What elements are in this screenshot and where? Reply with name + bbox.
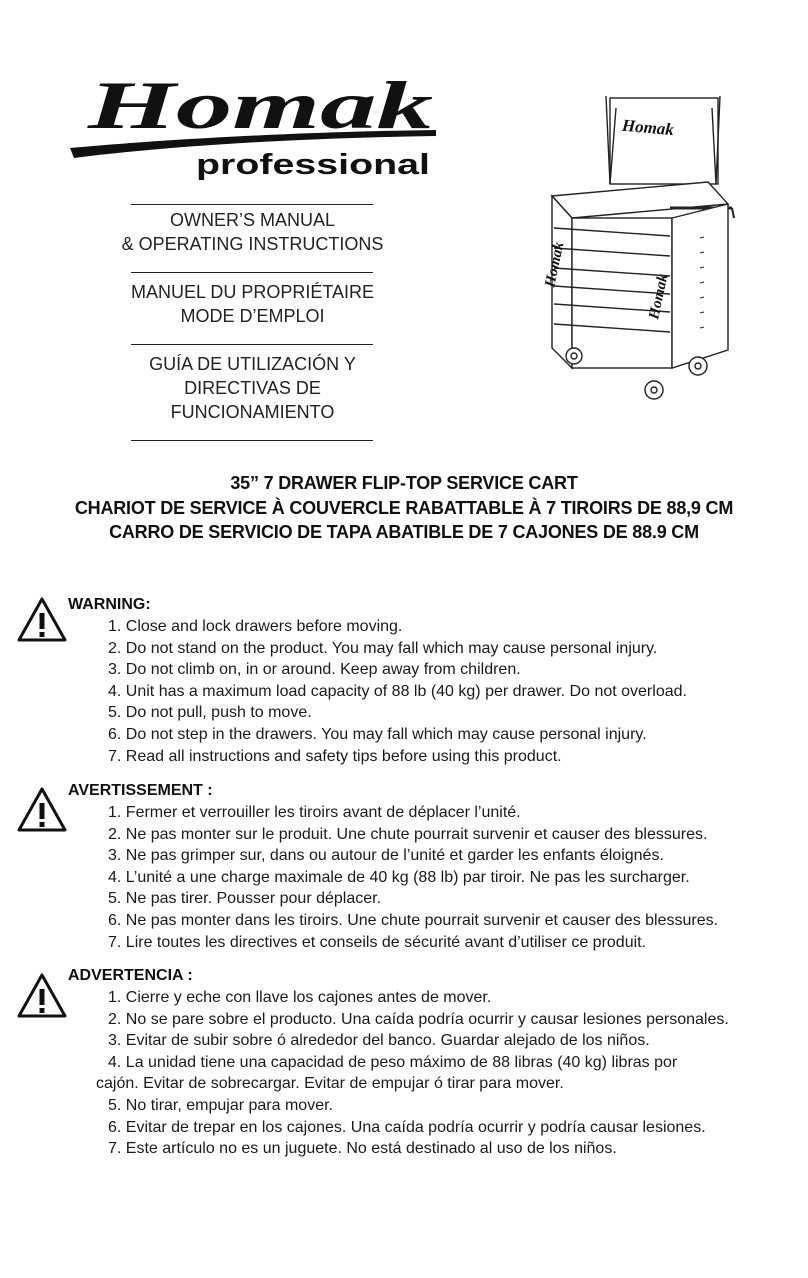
warning-item: 4. L’unité a une charge maximale de 40 kg (88 lb) par tiroir. Ne pas les surcharger. xyxy=(108,868,690,886)
title-rule xyxy=(131,440,373,441)
manual-title-line: MANUEL DU PROPRIÉTAIRE xyxy=(130,282,375,302)
warning-triangle-icon xyxy=(17,786,67,832)
product-title-en: 35” 7 DRAWER FLIP-TOP SERVICE CART xyxy=(230,473,578,493)
warning-item-continuation: cajón. Evitar de sobrecargar. Evitar de empujar ó tirar para mover. xyxy=(96,1075,564,1092)
warning-item: 2. Do not stand on the product. You may fall which may cause personal injury. xyxy=(108,639,658,657)
manual-title-line: MODE D’EMPLOI xyxy=(180,306,325,326)
product-title-fr: CHARIOT DE SERVICE À COUVERCLE RABATTABLE À 7 TIROIRS DE 88,9 CM xyxy=(74,498,734,518)
logo-subtitle: professional xyxy=(196,149,430,181)
manual-title-en xyxy=(100,208,405,256)
warning-list-es-continued xyxy=(108,1095,808,1160)
warning-item: 1. Close and lock drawers before moving. xyxy=(108,618,403,635)
service-cart-illustration xyxy=(530,88,740,408)
warning-item: 7. Read all instructions and safety tips before using this product. xyxy=(108,747,562,765)
warning-item: 4. La unidad tiene una capacidad de peso máximo de 88 libras (40 kg) libras por xyxy=(108,1053,678,1071)
warning-item: 7. Este artículo no es un juguete. No está destinado al uso de los niños. xyxy=(108,1140,617,1158)
product-title-es: CARRO DE SERVICIO DE TAPA ABATIBLE DE 7 CAJONES DE 88.9 CM xyxy=(109,522,699,542)
warning-item: 3. Ne pas grimper sur, dans ou autour de l’unité et garder les enfants éloignés. xyxy=(108,847,664,865)
warning-item: 6. Evitar de trepar en los cajones. Una caída podría ocurrir y podría causar lesiones. xyxy=(108,1118,706,1136)
warning-item: 7. Lire toutes les directives et conseils de sécurité avant d’utiliser ce produit. xyxy=(108,933,647,951)
warning-item: 5. Do not pull, push to move. xyxy=(108,704,312,722)
warning-item: 4. Unit has a maximum load capacity of 88 lb (40 kg) per drawer. Do not overload. xyxy=(108,682,687,700)
manual-title-line: DIRECTIVAS DE xyxy=(184,378,321,398)
warning-heading-en: WARNING: xyxy=(68,596,151,613)
manual-title-es xyxy=(100,352,405,424)
lid-logo: Homak xyxy=(621,115,675,140)
warning-list-en xyxy=(108,616,808,767)
title-rule xyxy=(131,344,373,345)
warning-item: 1. Cierre y eche con llave los cajones antes de mover. xyxy=(108,989,492,1006)
manual-title-line: & OPERATING INSTRUCTIONS xyxy=(121,234,384,254)
warning-item: 5. No tirar, empujar para mover. xyxy=(108,1097,333,1114)
warning-list-fr xyxy=(108,802,808,953)
warning-item: 1. Fermer et verrouiller les tiroirs avant de déplacer l’unité. xyxy=(108,804,521,821)
warning-item: 6. Do not step in the drawers. You may fall which may cause personal injury. xyxy=(108,725,647,743)
warning-item: 6. Ne pas monter dans les tiroirs. Une chute pourrait survenir et causer des blessures. xyxy=(108,911,719,929)
manual-title-line: GUÍA DE UTILIZACIÓN Y xyxy=(149,354,356,374)
title-rule xyxy=(131,204,373,205)
front-logo: Homak xyxy=(646,272,672,321)
manual-title-fr xyxy=(100,280,405,328)
warning-item: 3. Evitar de subir sobre ó alrededor del banco. Guardar alejado de los niños. xyxy=(108,1032,650,1050)
manual-title-line: OWNER’S MANUAL xyxy=(169,210,335,230)
warning-item: 2. Ne pas monter sur le produit. Une chute pourrait survenir et causer des blessures. xyxy=(108,825,708,843)
homak-logo-graphic xyxy=(68,70,438,190)
warning-item: 3. Do not climb on, in or around. Keep away from children. xyxy=(108,661,521,679)
warning-item: 2. No se pare sobre el producto. Una caída podría ocurrir y causar lesiones personales. xyxy=(108,1010,729,1028)
warning-heading-es: ADVERTENCIA : xyxy=(68,967,193,984)
title-rule xyxy=(131,272,373,273)
warning-list-es xyxy=(108,987,808,1073)
warning-heading-fr: AVERTISSEMENT : xyxy=(68,782,213,799)
manual-title-line: FUNCIONAMIENTO xyxy=(170,402,335,422)
warning-triangle-icon xyxy=(17,972,67,1018)
side-logo: Homak xyxy=(542,240,568,289)
logo-wordmark: Homak xyxy=(86,70,433,143)
brand-logo xyxy=(68,70,438,190)
warning-item: 5. Ne pas tirer. Pousser pour déplacer. xyxy=(108,890,382,908)
warning-triangle-icon xyxy=(17,596,67,642)
